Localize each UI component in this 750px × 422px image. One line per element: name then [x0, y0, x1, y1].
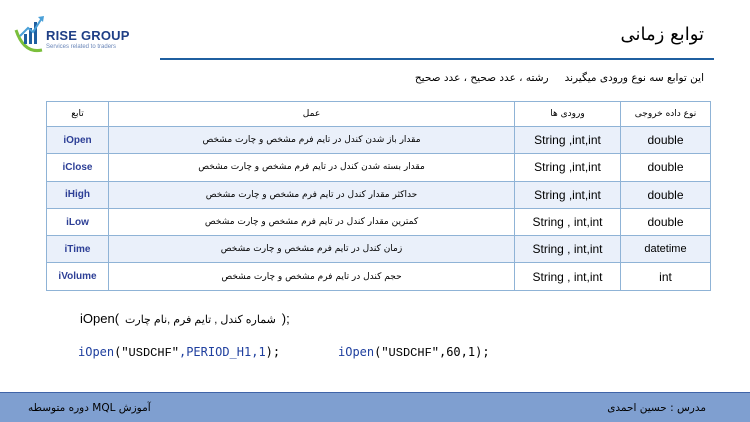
- cell-action: حداکثر مقدار کندل در تایم فرم مشخص و چارت مشخص: [109, 181, 515, 208]
- table-row: [47, 181, 711, 208]
- cell-action: مقدار بسته شدن کندل در تایم فرم مشخص و چارت مشخص: [109, 154, 515, 181]
- cell-inputs: String ,int,int: [515, 154, 621, 181]
- cell-action: کمترین مقدار کندل در تایم فرم مشخص و چارت مشخص: [109, 208, 515, 235]
- example-1-close: );: [265, 345, 281, 359]
- logo: [14, 10, 134, 60]
- table-row: [47, 263, 711, 290]
- header-function: تابع: [47, 102, 109, 127]
- functions-table: [46, 101, 711, 291]
- example-2-symbol: "USDCHF": [381, 346, 439, 360]
- cell-output-type: datetime: [621, 236, 711, 263]
- footer-instructor: مدرس : حسین احمدی: [607, 402, 706, 414]
- cell-inputs: String , int,int: [515, 208, 621, 235]
- example-1-symbol: "USDCHF": [121, 346, 179, 360]
- syntax-name: iOpen(: [80, 311, 120, 326]
- slide-title: توابع زمانی: [620, 24, 704, 45]
- cell-inputs: String ,int,int: [515, 181, 621, 208]
- example-1-args: ,PERIOD_H1,1: [178, 345, 266, 359]
- cell-output-type: int: [621, 263, 711, 290]
- example-2-open: (: [374, 345, 382, 359]
- cell-inputs: String , int,int: [515, 236, 621, 263]
- table-row: [47, 127, 711, 154]
- cell-output-type: double: [621, 208, 711, 235]
- cell-action: مقدار باز شدن کندل در تایم فرم مشخص و چارت مشخص: [109, 127, 515, 154]
- cell-action: زمان کندل در تایم فرم مشخص و چارت مشخص: [109, 236, 515, 263]
- cell-function: iOpen: [47, 127, 109, 154]
- example-2-function: iOpen: [338, 345, 375, 359]
- table-row: [47, 236, 711, 263]
- logo-name: RISE GROUP: [46, 28, 130, 43]
- slide-intro: [399, 72, 704, 84]
- cell-output-type: double: [621, 127, 711, 154]
- example-1-open: (: [114, 345, 122, 359]
- cell-output-type: double: [621, 154, 711, 181]
- example-code-2: [338, 345, 490, 360]
- cell-function: iTime: [47, 236, 109, 263]
- table-row: [47, 208, 711, 235]
- cell-inputs: String , int,int: [515, 263, 621, 290]
- example-2-args: ,60,1: [438, 345, 476, 359]
- footer-bar: [0, 392, 750, 422]
- intro-types: رشته ، عدد صحیح ، عدد صحیح: [414, 72, 549, 84]
- cell-function: iClose: [47, 154, 109, 181]
- example-2-close: );: [475, 345, 490, 359]
- logo-mark-icon: [14, 10, 48, 58]
- cell-function: iLow: [47, 208, 109, 235]
- header-output-type: نوع داده خروجی: [621, 102, 711, 127]
- syntax-close: );: [281, 311, 290, 326]
- example-code-1: [78, 345, 280, 360]
- cell-function: iHigh: [47, 181, 109, 208]
- cell-function: iVolume: [47, 263, 109, 290]
- footer-course: آموزش MQL دوره متوسطه: [28, 402, 151, 414]
- cell-inputs: String ,int,int: [515, 127, 621, 154]
- header-inputs: ورودی ها: [515, 102, 621, 127]
- table-header-row: [47, 102, 711, 127]
- table-row: [47, 154, 711, 181]
- syntax-params: شماره کندل , تایم فرم ,نام چارت: [125, 314, 276, 326]
- cell-action: حجم کندل در تایم فرم مشخص و چارت مشخص: [109, 263, 515, 290]
- header-action: عمل: [109, 102, 515, 127]
- example-1-function: iOpen: [78, 345, 115, 359]
- cell-output-type: double: [621, 181, 711, 208]
- title-divider: [160, 58, 714, 60]
- syntax-line: [80, 311, 290, 326]
- logo-tagline: Services related to traders: [46, 44, 117, 50]
- intro-text: این توابع سه نوع ورودی میگیرند: [564, 72, 704, 84]
